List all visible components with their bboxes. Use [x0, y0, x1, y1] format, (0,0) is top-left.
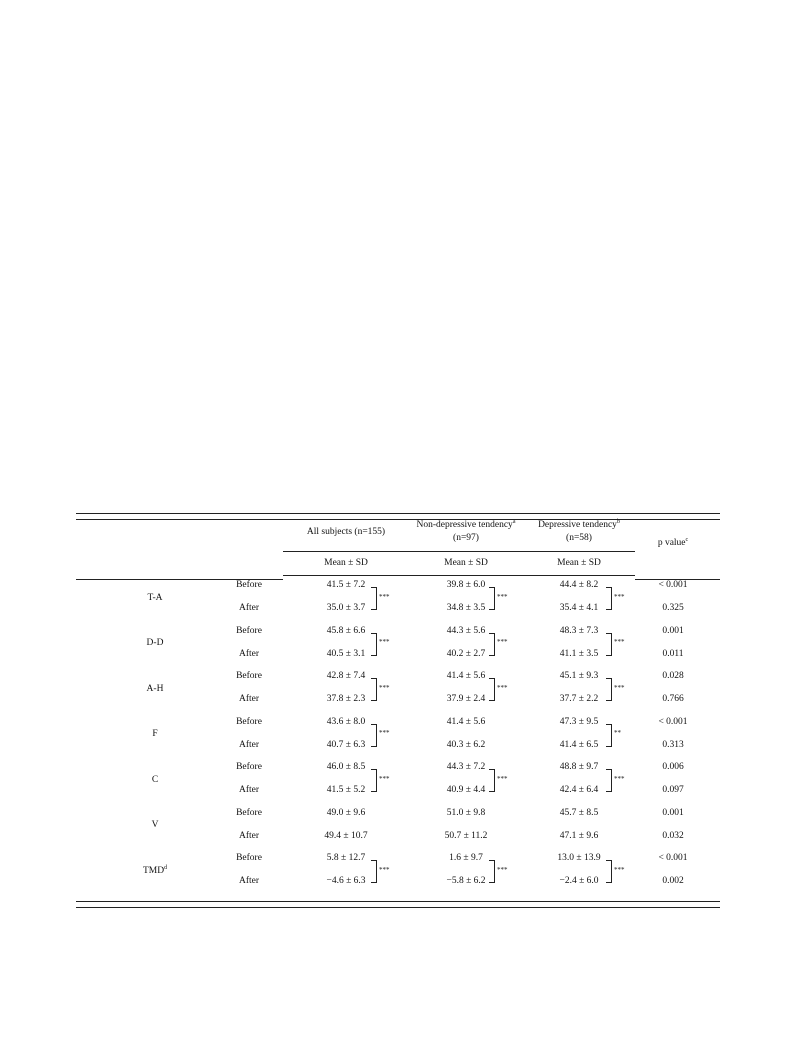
header-mean-sd-d: Mean ± SD: [557, 558, 601, 568]
metric-label-sup: d: [164, 864, 168, 871]
time-before-label: Before: [236, 671, 262, 681]
significance-stars: ***: [379, 592, 390, 601]
significance-bracket: [606, 769, 612, 792]
value-after-nd: 37.9 ± 2.4: [446, 694, 486, 704]
p-value-before: 0.001: [662, 625, 684, 636]
significance-stars: ***: [379, 638, 390, 646]
significance-bracket: [371, 633, 377, 656]
p-value-after: 0.097: [662, 785, 684, 795]
value-before-all: 49.0 ± 9.6: [326, 807, 366, 818]
value-before-all: 43.6 ± 8.0: [326, 716, 366, 727]
p-value-before: < 0.001: [658, 580, 688, 590]
value-before-d: 48.3 ± 7.3: [559, 625, 599, 636]
value-after-all: 35.0 ± 3.7: [326, 603, 366, 613]
value-before-nd: 44.3 ± 5.6: [446, 625, 486, 636]
significance-stars: ***: [497, 865, 508, 874]
time-after-label: After: [238, 739, 260, 750]
value-before-all: 42.8 ± 7.4: [326, 671, 366, 681]
value-after-d: 47.1 ± 9.6: [559, 830, 599, 841]
header-non-depressive: Non-depressive tendency$^a$: [416, 518, 516, 530]
header-mean-sd-nd: Mean ± SD: [444, 558, 488, 568]
value-after-nd: 40.9 ± 4.4: [446, 785, 486, 795]
p-value-before: < 0.001: [658, 853, 688, 863]
value-after-nd: 40.3 ± 6.2: [446, 739, 486, 750]
time-before-label: Before: [236, 625, 262, 636]
metric-label: [147, 638, 164, 649]
value-after-all: −4.6 ± 6.3: [326, 876, 366, 886]
metric-label-text: TMD: [142, 865, 165, 876]
significance-stars: ***: [614, 592, 625, 601]
table-top-rule: [76, 513, 720, 514]
header-p-value: p value$^c$: [657, 536, 689, 548]
value-before-all: 46.0 ± 8.5: [326, 762, 366, 772]
p-value-before: 0.006: [662, 762, 684, 772]
significance-bracket: [489, 633, 495, 656]
value-before-d: 44.4 ± 8.2: [559, 580, 599, 590]
value-before-d: 13.0 ± 13.9: [557, 853, 601, 863]
p-value-before: < 0.001: [658, 716, 688, 727]
value-before-nd: 39.8 ± 6.0: [446, 580, 486, 590]
header-all-subjects: All subjects (n=155): [306, 527, 386, 537]
significance-bracket: [489, 587, 495, 610]
value-after-d: 37.7 ± 2.2: [559, 694, 599, 704]
time-before-label: Before: [236, 807, 262, 818]
significance-bracket: [489, 678, 495, 701]
metric-label: [143, 866, 167, 877]
value-after-all: 37.8 ± 2.3: [326, 694, 366, 704]
value-after-all: 40.7 ± 6.3: [326, 739, 366, 750]
time-before-label: Before: [236, 762, 262, 772]
time-after-label: After: [238, 648, 260, 659]
table-bottom-rule: [76, 901, 720, 902]
value-after-d: 42.4 ± 6.4: [559, 785, 599, 795]
significance-stars: ***: [614, 683, 625, 692]
significance-stars: ***: [379, 729, 390, 737]
significance-stars: ***: [379, 774, 390, 783]
value-after-all: 49.4 ± 10.7: [324, 830, 368, 841]
value-before-d: 48.8 ± 9.7: [559, 762, 599, 772]
metric-label-text: C: [151, 774, 159, 785]
metric-label: [147, 684, 164, 695]
value-before-all: 5.8 ± 12.7: [326, 853, 366, 863]
header-non-depressive-n: (n=97): [453, 533, 479, 543]
value-before-all: 41.5 ± 7.2: [326, 580, 366, 590]
header-depressive-n: (n=58): [566, 533, 592, 543]
header-subrule: [283, 551, 635, 552]
significance-bracket: [371, 724, 377, 747]
value-after-all: 40.5 ± 3.1: [326, 648, 366, 659]
time-after-label: After: [238, 603, 260, 613]
value-before-nd: 51.0 ± 9.8: [446, 807, 486, 818]
significance-stars: ***: [497, 638, 508, 646]
header-mean-sd-all: Mean ± SD: [324, 558, 368, 568]
p-value-after: 0.032: [662, 830, 684, 841]
value-after-nd: 50.7 ± 11.2: [444, 830, 488, 841]
time-before-label: Before: [236, 580, 262, 590]
metric-label-text: A-H: [146, 683, 164, 694]
value-before-d: 47.3 ± 9.5: [559, 716, 599, 727]
significance-stars: ***: [614, 865, 625, 874]
time-after-label: After: [238, 830, 260, 841]
metric-label-text: D-D: [146, 638, 164, 648]
metric-label-text: F: [152, 729, 158, 739]
value-after-d: 35.4 ± 4.1: [559, 603, 599, 613]
value-after-nd: 34.8 ± 3.5: [446, 603, 486, 613]
metric-label: [152, 820, 159, 831]
value-after-d: 41.1 ± 3.5: [559, 648, 599, 659]
value-before-nd: 41.4 ± 5.6: [446, 671, 486, 681]
value-before-nd: 1.6 ± 9.7: [449, 853, 483, 863]
value-before-nd: 44.3 ± 7.2: [446, 762, 486, 772]
table-bottom-rule-outer: [76, 907, 720, 908]
p-value-before: 0.001: [662, 807, 684, 818]
time-after-label: After: [238, 694, 260, 704]
significance-bracket: [606, 724, 612, 747]
metric-label-text: V: [151, 820, 159, 830]
significance-bracket: [606, 587, 612, 610]
p-value-after: 0.313: [662, 739, 684, 750]
significance-stars: ***: [379, 865, 390, 874]
significance-bracket: [371, 769, 377, 792]
significance-bracket: [606, 678, 612, 701]
significance-bracket: [371, 587, 377, 610]
header-depressive: Depressive tendency$^b$: [538, 518, 620, 530]
significance-bracket: [489, 769, 495, 792]
significance-bracket: [371, 678, 377, 701]
significance-bracket: [606, 860, 612, 883]
metric-label-text: T-A: [147, 592, 163, 603]
results-table: [76, 513, 720, 909]
significance-bracket: [489, 860, 495, 883]
time-after-label: After: [238, 785, 260, 795]
significance-bracket: [371, 860, 377, 883]
metric-label: [152, 729, 157, 740]
significance-stars: ***: [379, 683, 390, 692]
significance-stars: ***: [614, 774, 625, 783]
significance-stars: ***: [497, 683, 508, 692]
significance-bracket: [606, 633, 612, 656]
significance-stars: ***: [614, 638, 625, 646]
value-before-all: 45.8 ± 6.6: [326, 625, 366, 636]
time-after-label: After: [238, 876, 260, 886]
value-after-all: 41.5 ± 5.2: [326, 785, 366, 795]
significance-stars: **: [614, 729, 621, 737]
value-after-nd: 40.2 ± 2.7: [446, 648, 486, 659]
value-after-d: 41.4 ± 6.5: [559, 739, 599, 750]
significance-stars: ***: [497, 774, 508, 783]
time-before-label: Before: [236, 716, 262, 727]
value-before-d: 45.1 ± 9.3: [559, 671, 599, 681]
value-before-d: 45.7 ± 8.5: [559, 807, 599, 818]
metric-label: [152, 775, 158, 786]
table-top-rule-inner: [76, 519, 720, 520]
p-value-before: 0.028: [662, 671, 684, 681]
p-value-after: 0.325: [662, 603, 684, 613]
header-bottom-rule-mid: [283, 575, 635, 576]
p-value-after: 0.011: [662, 648, 684, 659]
p-value-after: 0.766: [662, 694, 684, 704]
p-value-after: 0.002: [662, 876, 684, 886]
metric-label: [148, 593, 163, 604]
value-before-nd: 41.4 ± 5.6: [446, 716, 486, 727]
value-after-d: −2.4 ± 6.0: [559, 876, 599, 886]
value-after-nd: −5.8 ± 6.2: [446, 876, 486, 886]
time-before-label: Before: [236, 853, 262, 863]
significance-stars: ***: [497, 592, 508, 601]
